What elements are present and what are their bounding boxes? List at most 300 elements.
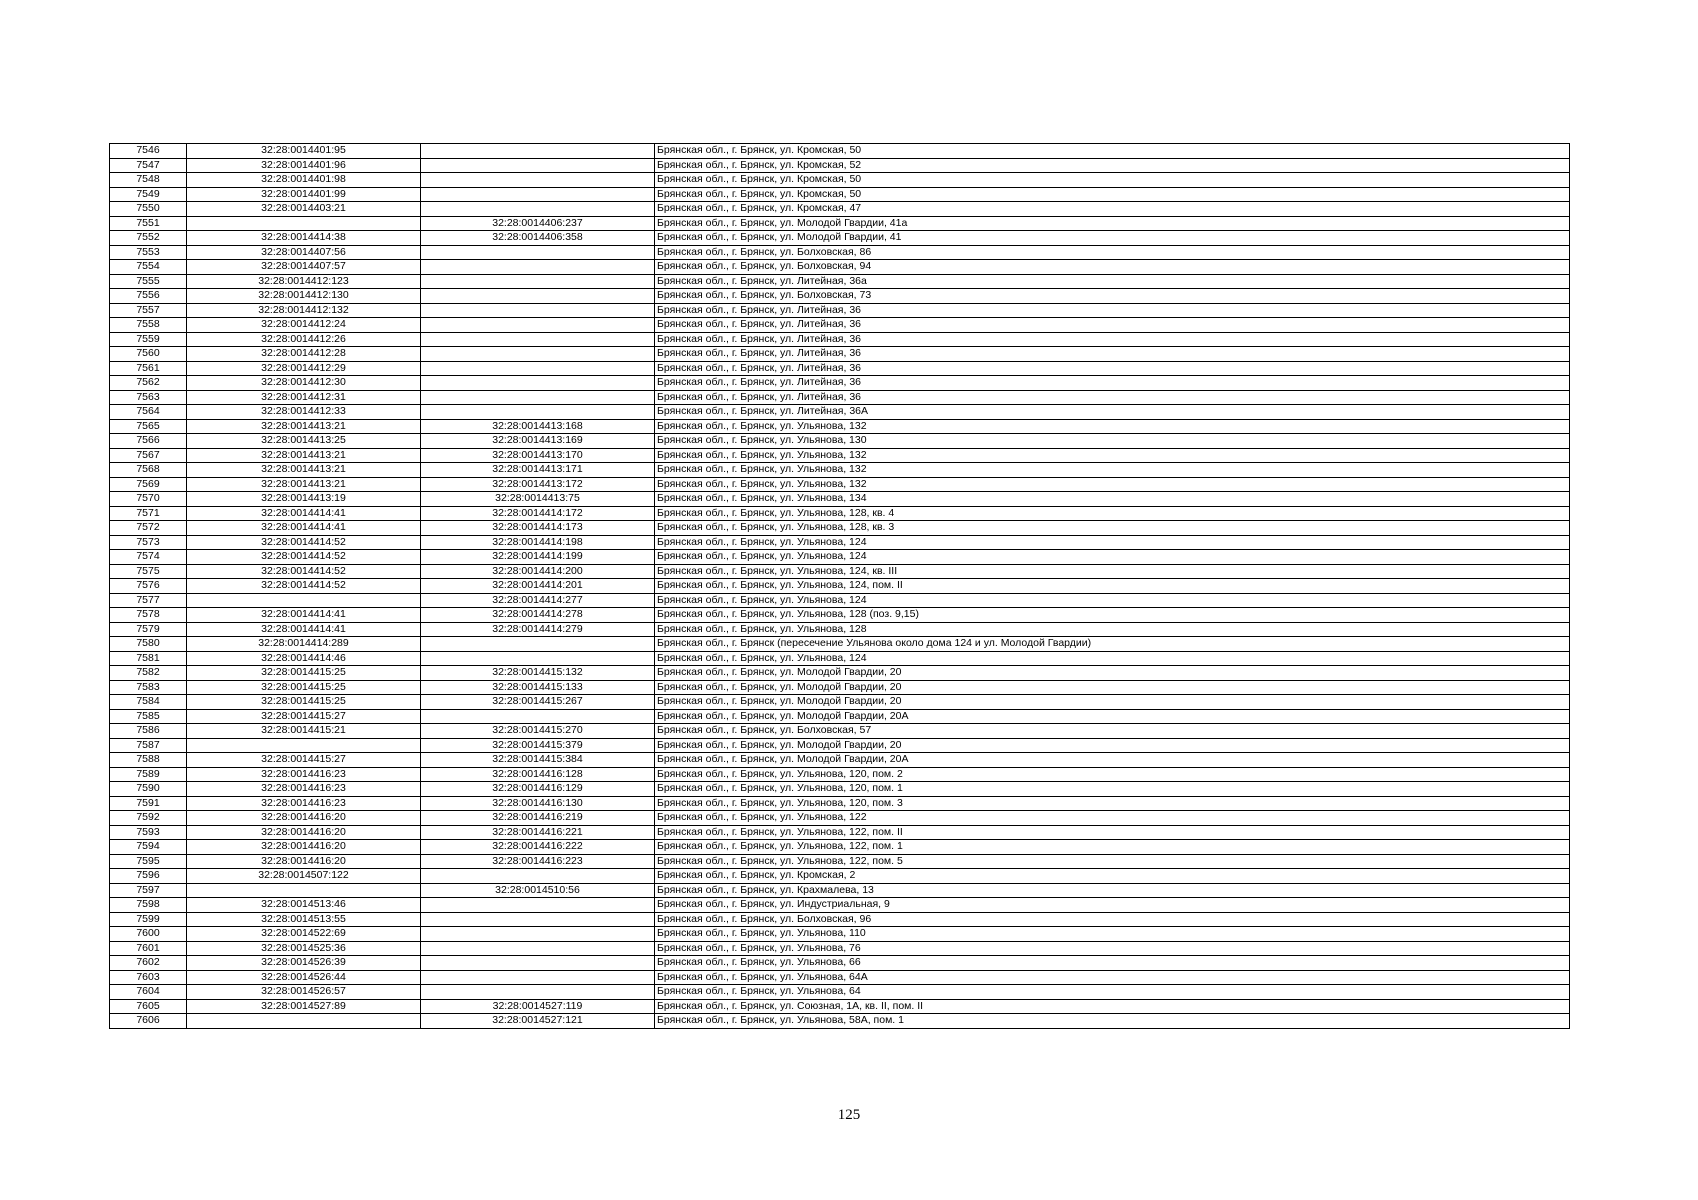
building-cadastral-number-cell: 32:28:0014416:129 — [421, 782, 655, 797]
table-row — [110, 637, 1570, 652]
land-cadastral-number-cell: 32:28:0014507:122 — [187, 869, 421, 884]
row-number-cell: 7577 — [110, 593, 187, 608]
land-cadastral-number-cell: 32:28:0014412:31 — [187, 390, 421, 405]
land-cadastral-number-cell: 32:28:0014412:29 — [187, 361, 421, 376]
building-cadastral-number-cell: 32:28:0014413:168 — [421, 419, 655, 434]
table-row — [110, 564, 1570, 579]
building-cadastral-number-cell: 32:28:0014415:132 — [421, 666, 655, 681]
table-row — [110, 898, 1570, 913]
table-row — [110, 347, 1570, 362]
address-cell: Брянская обл., г. Брянск, ул. Молодой Гвардии, 41 — [655, 231, 1570, 246]
table-row — [110, 289, 1570, 304]
address-cell: Брянская обл., г. Брянск, ул. Ульянова, 134 — [655, 492, 1570, 507]
row-number-cell: 7606 — [110, 1014, 187, 1029]
building-cadastral-number-cell: 32:28:0014416:222 — [421, 840, 655, 855]
table-row — [110, 622, 1570, 637]
address-cell: Брянская обл., г. Брянск, ул. Кромская, 50 — [655, 173, 1570, 188]
building-cadastral-number-cell — [421, 144, 655, 159]
address-cell: Брянская обл., г. Брянск, ул. Кромская, 50 — [655, 187, 1570, 202]
table-row — [110, 144, 1570, 159]
building-cadastral-number-cell: 32:28:0014416:223 — [421, 854, 655, 869]
table-row — [110, 825, 1570, 840]
table-row — [110, 405, 1570, 420]
row-number-cell: 7573 — [110, 535, 187, 550]
building-cadastral-number-cell — [421, 869, 655, 884]
row-number-cell: 7590 — [110, 782, 187, 797]
table-row — [110, 216, 1570, 231]
row-number-cell: 7575 — [110, 564, 187, 579]
address-cell: Брянская обл., г. Брянск, ул. Кромская, 50 — [655, 144, 1570, 159]
building-cadastral-number-cell: 32:28:0014416:128 — [421, 767, 655, 782]
address-cell: Брянская обл., г. Брянск, ул. Болховская, 96 — [655, 912, 1570, 927]
table-row — [110, 492, 1570, 507]
building-cadastral-number-cell — [421, 390, 655, 405]
address-cell: Брянская обл., г. Брянск, ул. Ульянова, 132 — [655, 419, 1570, 434]
row-number-cell: 7604 — [110, 985, 187, 1000]
building-cadastral-number-cell: 32:28:0014414:279 — [421, 622, 655, 637]
land-cadastral-number-cell: 32:28:0014401:99 — [187, 187, 421, 202]
table-row — [110, 434, 1570, 449]
land-cadastral-number-cell: 32:28:0014412:24 — [187, 318, 421, 333]
row-number-cell: 7580 — [110, 637, 187, 652]
land-cadastral-number-cell — [187, 738, 421, 753]
row-number-cell: 7572 — [110, 521, 187, 536]
land-cadastral-number-cell: 32:28:0014414:52 — [187, 535, 421, 550]
row-number-cell: 7553 — [110, 245, 187, 260]
land-cadastral-number-cell: 32:28:0014414:52 — [187, 550, 421, 565]
address-cell: Брянская обл., г. Брянск, ул. Литейная, 36а — [655, 274, 1570, 289]
address-cell: Брянская обл., г. Брянск, ул. Ульянова, 124 — [655, 651, 1570, 666]
building-cadastral-number-cell: 32:28:0014510:56 — [421, 883, 655, 898]
row-number-cell: 7605 — [110, 999, 187, 1014]
row-number-cell: 7598 — [110, 898, 187, 913]
land-cadastral-number-cell: 32:28:0014416:20 — [187, 825, 421, 840]
land-cadastral-number-cell: 32:28:0014407:57 — [187, 260, 421, 275]
land-cadastral-number-cell — [187, 883, 421, 898]
building-cadastral-number-cell — [421, 927, 655, 942]
land-cadastral-number-cell: 32:28:0014525:36 — [187, 941, 421, 956]
table-row — [110, 651, 1570, 666]
table-row — [110, 274, 1570, 289]
building-cadastral-number-cell: 32:28:0014416:221 — [421, 825, 655, 840]
property-register-table — [109, 143, 1570, 1029]
building-cadastral-number-cell — [421, 158, 655, 173]
land-cadastral-number-cell: 32:28:0014412:28 — [187, 347, 421, 362]
row-number-cell: 7587 — [110, 738, 187, 753]
building-cadastral-number-cell: 32:28:0014413:171 — [421, 463, 655, 478]
land-cadastral-number-cell: 32:28:0014413:19 — [187, 492, 421, 507]
address-cell: Брянская обл., г. Брянск, ул. Литейная, 36 — [655, 390, 1570, 405]
address-cell: Брянская обл., г. Брянск, ул. Ульянова, 122, пом. 5 — [655, 854, 1570, 869]
row-number-cell: 7551 — [110, 216, 187, 231]
land-cadastral-number-cell: 32:28:0014414:41 — [187, 506, 421, 521]
land-cadastral-number-cell: 32:28:0014414:41 — [187, 622, 421, 637]
land-cadastral-number-cell: 32:28:0014415:21 — [187, 724, 421, 739]
building-cadastral-number-cell: 32:28:0014414:200 — [421, 564, 655, 579]
address-cell: Брянская обл., г. Брянск, ул. Ульянова, 128 — [655, 622, 1570, 637]
address-cell: Брянская обл., г. Брянск, ул. Молодой Гвардии, 20А — [655, 753, 1570, 768]
land-cadastral-number-cell: 32:28:0014414:289 — [187, 637, 421, 652]
table-row — [110, 956, 1570, 971]
table-row — [110, 738, 1570, 753]
address-cell: Брянская обл., г. Брянск, ул. Болховская, 86 — [655, 245, 1570, 260]
land-cadastral-number-cell: 32:28:0014403:21 — [187, 202, 421, 217]
row-number-cell: 7554 — [110, 260, 187, 275]
building-cadastral-number-cell: 32:28:0014415:270 — [421, 724, 655, 739]
row-number-cell: 7555 — [110, 274, 187, 289]
land-cadastral-number-cell: 32:28:0014526:57 — [187, 985, 421, 1000]
row-number-cell: 7591 — [110, 796, 187, 811]
land-cadastral-number-cell: 32:28:0014414:41 — [187, 608, 421, 623]
table-row — [110, 593, 1570, 608]
address-cell: Брянская обл., г. Брянск, ул. Ульянова, 124 — [655, 535, 1570, 550]
building-cadastral-number-cell — [421, 985, 655, 1000]
building-cadastral-number-cell — [421, 187, 655, 202]
land-cadastral-number-cell: 32:28:0014522:69 — [187, 927, 421, 942]
land-cadastral-number-cell: 32:28:0014414:41 — [187, 521, 421, 536]
table-row — [110, 477, 1570, 492]
land-cadastral-number-cell: 32:28:0014401:95 — [187, 144, 421, 159]
table-row — [110, 840, 1570, 855]
address-cell: Брянская обл., г. Брянск, ул. Литейная, 36 — [655, 361, 1570, 376]
building-cadastral-number-cell: 32:28:0014413:169 — [421, 434, 655, 449]
table-row — [110, 260, 1570, 275]
row-number-cell: 7603 — [110, 970, 187, 985]
table-row — [110, 245, 1570, 260]
table-row — [110, 767, 1570, 782]
building-cadastral-number-cell — [421, 956, 655, 971]
address-cell: Брянская обл., г. Брянск, ул. Союзная, 1А, кв. II, пом. II — [655, 999, 1570, 1014]
building-cadastral-number-cell: 32:28:0014416:219 — [421, 811, 655, 826]
building-cadastral-number-cell: 32:28:0014414:198 — [421, 535, 655, 550]
table-row — [110, 231, 1570, 246]
address-cell: Брянская обл., г. Брянск, ул. Ульянова, 120, пом. 2 — [655, 767, 1570, 782]
row-number-cell: 7585 — [110, 709, 187, 724]
building-cadastral-number-cell: 32:28:0014414:199 — [421, 550, 655, 565]
address-cell: Брянская обл., г. Брянск, ул. Ульянова, 58А, пом. 1 — [655, 1014, 1570, 1029]
address-cell: Брянская обл., г. Брянск, ул. Литейная, 36 — [655, 376, 1570, 391]
row-number-cell: 7549 — [110, 187, 187, 202]
land-cadastral-number-cell — [187, 1014, 421, 1029]
building-cadastral-number-cell — [421, 245, 655, 260]
page-number: 125 — [837, 1107, 861, 1123]
land-cadastral-number-cell: 32:28:0014413:21 — [187, 419, 421, 434]
address-cell: Брянская обл., г. Брянск, ул. Кромская, 2 — [655, 869, 1570, 884]
table-row — [110, 579, 1570, 594]
land-cadastral-number-cell: 32:28:0014414:52 — [187, 579, 421, 594]
land-cadastral-number-cell: 32:28:0014415:27 — [187, 753, 421, 768]
land-cadastral-number-cell: 32:28:0014412:130 — [187, 289, 421, 304]
table-row — [110, 361, 1570, 376]
row-number-cell: 7568 — [110, 463, 187, 478]
land-cadastral-number-cell: 32:28:0014412:132 — [187, 303, 421, 318]
address-cell: Брянская обл., г. Брянск, ул. Ульянова, 132 — [655, 477, 1570, 492]
building-cadastral-number-cell — [421, 970, 655, 985]
building-cadastral-number-cell — [421, 274, 655, 289]
address-cell: Брянская обл., г. Брянск, ул. Кромская, 47 — [655, 202, 1570, 217]
row-number-cell: 7596 — [110, 869, 187, 884]
building-cadastral-number-cell — [421, 376, 655, 391]
address-cell: Брянская обл., г. Брянск, ул. Литейная, 36 — [655, 347, 1570, 362]
row-number-cell: 7579 — [110, 622, 187, 637]
row-number-cell: 7566 — [110, 434, 187, 449]
address-cell: Брянская обл., г. Брянск, ул. Молодой Гвардии, 20 — [655, 738, 1570, 753]
row-number-cell: 7557 — [110, 303, 187, 318]
table-row — [110, 158, 1570, 173]
address-cell: Брянская обл., г. Брянск, ул. Молодой Гвардии, 41а — [655, 216, 1570, 231]
address-cell: Брянская обл., г. Брянск, ул. Молодой Гвардии, 20 — [655, 666, 1570, 681]
table-row — [110, 202, 1570, 217]
land-cadastral-number-cell: 32:28:0014412:123 — [187, 274, 421, 289]
row-number-cell: 7592 — [110, 811, 187, 826]
land-cadastral-number-cell: 32:28:0014416:23 — [187, 796, 421, 811]
building-cadastral-number-cell: 32:28:0014527:121 — [421, 1014, 655, 1029]
building-cadastral-number-cell: 32:28:0014415:267 — [421, 695, 655, 710]
table-row — [110, 854, 1570, 869]
building-cadastral-number-cell: 32:28:0014413:75 — [421, 492, 655, 507]
address-cell: Брянская обл., г. Брянск, ул. Ульянова, 76 — [655, 941, 1570, 956]
land-cadastral-number-cell: 32:28:0014413:21 — [187, 463, 421, 478]
table-row — [110, 521, 1570, 536]
building-cadastral-number-cell: 32:28:0014414:173 — [421, 521, 655, 536]
row-number-cell: 7552 — [110, 231, 187, 246]
row-number-cell: 7599 — [110, 912, 187, 927]
table-row — [110, 970, 1570, 985]
row-number-cell: 7571 — [110, 506, 187, 521]
row-number-cell: 7583 — [110, 680, 187, 695]
address-cell: Брянская обл., г. Брянск, ул. Ульянова, 122, пом. 1 — [655, 840, 1570, 855]
table-row — [110, 796, 1570, 811]
row-number-cell: 7602 — [110, 956, 187, 971]
address-cell: Брянская обл., г. Брянск, ул. Болховская, 94 — [655, 260, 1570, 275]
row-number-cell: 7601 — [110, 941, 187, 956]
table-row — [110, 912, 1570, 927]
row-number-cell: 7565 — [110, 419, 187, 434]
table-row — [110, 927, 1570, 942]
row-number-cell: 7563 — [110, 390, 187, 405]
table-row — [110, 753, 1570, 768]
row-number-cell: 7558 — [110, 318, 187, 333]
address-cell: Брянская обл., г. Брянск, ул. Ульянова, 128, кв. 3 — [655, 521, 1570, 536]
building-cadastral-number-cell — [421, 361, 655, 376]
table-row — [110, 318, 1570, 333]
table-row — [110, 1014, 1570, 1029]
row-number-cell: 7574 — [110, 550, 187, 565]
address-cell: Брянская обл., г. Брянск, ул. Ульянова, 64А — [655, 970, 1570, 985]
row-number-cell: 7570 — [110, 492, 187, 507]
address-cell: Брянская обл., г. Брянск, ул. Болховская, 57 — [655, 724, 1570, 739]
land-cadastral-number-cell: 32:28:0014407:56 — [187, 245, 421, 260]
building-cadastral-number-cell: 32:28:0014415:384 — [421, 753, 655, 768]
address-cell: Брянская обл., г. Брянск, ул. Молодой Гвардии, 20 — [655, 695, 1570, 710]
table-row — [110, 419, 1570, 434]
table-row — [110, 709, 1570, 724]
row-number-cell: 7569 — [110, 477, 187, 492]
row-number-cell: 7576 — [110, 579, 187, 594]
address-cell: Брянская обл., г. Брянск, ул. Ульянова, 130 — [655, 434, 1570, 449]
address-cell: Брянская обл., г. Брянск, ул. Ульянова, 120, пом. 3 — [655, 796, 1570, 811]
row-number-cell: 7546 — [110, 144, 187, 159]
building-cadastral-number-cell: 32:28:0014415:379 — [421, 738, 655, 753]
table-row — [110, 695, 1570, 710]
row-number-cell: 7600 — [110, 927, 187, 942]
building-cadastral-number-cell: 32:28:0014414:172 — [421, 506, 655, 521]
address-cell: Брянская обл., г. Брянск, ул. Кромская, 52 — [655, 158, 1570, 173]
land-cadastral-number-cell: 32:28:0014412:33 — [187, 405, 421, 420]
land-cadastral-number-cell — [187, 593, 421, 608]
building-cadastral-number-cell: 32:28:0014413:170 — [421, 448, 655, 463]
building-cadastral-number-cell — [421, 651, 655, 666]
table-row — [110, 869, 1570, 884]
building-cadastral-number-cell: 32:28:0014416:130 — [421, 796, 655, 811]
address-cell: Брянская обл., г. Брянск, ул. Ульянова, 122, пом. II — [655, 825, 1570, 840]
building-cadastral-number-cell — [421, 318, 655, 333]
building-cadastral-number-cell — [421, 347, 655, 362]
table-row — [110, 985, 1570, 1000]
row-number-cell: 7556 — [110, 289, 187, 304]
land-cadastral-number-cell: 32:28:0014413:21 — [187, 448, 421, 463]
row-number-cell: 7560 — [110, 347, 187, 362]
land-cadastral-number-cell: 32:28:0014414:46 — [187, 651, 421, 666]
row-number-cell: 7564 — [110, 405, 187, 420]
building-cadastral-number-cell — [421, 303, 655, 318]
building-cadastral-number-cell — [421, 405, 655, 420]
row-number-cell: 7567 — [110, 448, 187, 463]
address-cell: Брянская обл., г. Брянск, ул. Литейная, 36 — [655, 318, 1570, 333]
address-cell: Брянская обл., г. Брянск, ул. Ульянова, 124, кв. III — [655, 564, 1570, 579]
address-cell: Брянская обл., г. Брянск, ул. Молодой Гвардии, 20 — [655, 680, 1570, 695]
building-cadastral-number-cell — [421, 173, 655, 188]
building-cadastral-number-cell: 32:28:0014414:278 — [421, 608, 655, 623]
address-cell: Брянская обл., г. Брянск, ул. Ульянова, 124 — [655, 593, 1570, 608]
address-cell: Брянская обл., г. Брянск, ул. Ульянова, 128 (поз. 9,15) — [655, 608, 1570, 623]
row-number-cell: 7584 — [110, 695, 187, 710]
building-cadastral-number-cell — [421, 709, 655, 724]
table-row — [110, 390, 1570, 405]
land-cadastral-number-cell: 32:28:0014526:44 — [187, 970, 421, 985]
row-number-cell: 7588 — [110, 753, 187, 768]
row-number-cell: 7547 — [110, 158, 187, 173]
row-number-cell: 7594 — [110, 840, 187, 855]
table-row — [110, 782, 1570, 797]
land-cadastral-number-cell: 32:28:0014415:27 — [187, 709, 421, 724]
row-number-cell: 7581 — [110, 651, 187, 666]
land-cadastral-number-cell: 32:28:0014412:30 — [187, 376, 421, 391]
row-number-cell: 7582 — [110, 666, 187, 681]
land-cadastral-number-cell: 32:28:0014526:39 — [187, 956, 421, 971]
row-number-cell: 7559 — [110, 332, 187, 347]
land-cadastral-number-cell: 32:28:0014513:55 — [187, 912, 421, 927]
row-number-cell: 7593 — [110, 825, 187, 840]
land-cadastral-number-cell: 32:28:0014412:26 — [187, 332, 421, 347]
land-cadastral-number-cell: 32:28:0014413:25 — [187, 434, 421, 449]
table-row — [110, 448, 1570, 463]
table-row — [110, 303, 1570, 318]
table-row — [110, 811, 1570, 826]
row-number-cell: 7597 — [110, 883, 187, 898]
land-cadastral-number-cell: 32:28:0014416:20 — [187, 854, 421, 869]
land-cadastral-number-cell: 32:28:0014413:21 — [187, 477, 421, 492]
building-cadastral-number-cell: 32:28:0014414:277 — [421, 593, 655, 608]
building-cadastral-number-cell — [421, 637, 655, 652]
address-cell: Брянская обл., г. Брянск, ул. Крахмалева, 13 — [655, 883, 1570, 898]
row-number-cell: 7548 — [110, 173, 187, 188]
table-row — [110, 680, 1570, 695]
table-row — [110, 724, 1570, 739]
address-cell: Брянская обл., г. Брянск, ул. Ульянова, 124 — [655, 550, 1570, 565]
building-cadastral-number-cell — [421, 912, 655, 927]
address-cell: Брянская обл., г. Брянск, ул. Ульянова, 66 — [655, 956, 1570, 971]
row-number-cell: 7589 — [110, 767, 187, 782]
table-row — [110, 463, 1570, 478]
table-row — [110, 376, 1570, 391]
row-number-cell: 7550 — [110, 202, 187, 217]
address-cell: Брянская обл., г. Брянск, ул. Ульянова, 124, пом. II — [655, 579, 1570, 594]
land-cadastral-number-cell: 32:28:0014401:96 — [187, 158, 421, 173]
address-cell: Брянская обл., г. Брянск, ул. Ульянова, 132 — [655, 463, 1570, 478]
address-cell: Брянская обл., г. Брянск, ул. Ульянова, 128, кв. 4 — [655, 506, 1570, 521]
table-row — [110, 535, 1570, 550]
address-cell: Брянская обл., г. Брянск, ул. Литейная, 36 — [655, 332, 1570, 347]
land-cadastral-number-cell: 32:28:0014416:20 — [187, 811, 421, 826]
address-cell: Брянская обл., г. Брянск, ул. Литейная, 36 — [655, 303, 1570, 318]
building-cadastral-number-cell — [421, 898, 655, 913]
row-number-cell: 7586 — [110, 724, 187, 739]
building-cadastral-number-cell — [421, 260, 655, 275]
building-cadastral-number-cell — [421, 202, 655, 217]
building-cadastral-number-cell: 32:28:0014527:119 — [421, 999, 655, 1014]
table-row — [110, 941, 1570, 956]
land-cadastral-number-cell: 32:28:0014415:25 — [187, 695, 421, 710]
building-cadastral-number-cell: 32:28:0014406:358 — [421, 231, 655, 246]
land-cadastral-number-cell: 32:28:0014416:20 — [187, 840, 421, 855]
land-cadastral-number-cell — [187, 216, 421, 231]
land-cadastral-number-cell: 32:28:0014416:23 — [187, 782, 421, 797]
land-cadastral-number-cell: 32:28:0014415:25 — [187, 666, 421, 681]
table-row — [110, 999, 1570, 1014]
building-cadastral-number-cell — [421, 941, 655, 956]
table-row — [110, 608, 1570, 623]
table-row — [110, 666, 1570, 681]
address-cell: Брянская обл., г. Брянск, ул. Ульянова, 110 — [655, 927, 1570, 942]
table-row — [110, 332, 1570, 347]
table-row — [110, 173, 1570, 188]
land-cadastral-number-cell: 32:28:0014415:25 — [187, 680, 421, 695]
address-cell: Брянская обл., г. Брянск, ул. Болховская, 73 — [655, 289, 1570, 304]
building-cadastral-number-cell: 32:28:0014406:237 — [421, 216, 655, 231]
table-row — [110, 187, 1570, 202]
address-cell: Брянская обл., г. Брянск, ул. Ульянова, 122 — [655, 811, 1570, 826]
land-cadastral-number-cell: 32:28:0014401:98 — [187, 173, 421, 188]
address-cell: Брянская обл., г. Брянск, ул. Молодой Гвардии, 20А — [655, 709, 1570, 724]
land-cadastral-number-cell: 32:28:0014527:89 — [187, 999, 421, 1014]
table-row — [110, 550, 1570, 565]
row-number-cell: 7595 — [110, 854, 187, 869]
address-cell: Брянская обл., г. Брянск, ул. Литейная, 36А — [655, 405, 1570, 420]
row-number-cell: 7578 — [110, 608, 187, 623]
address-cell: Брянская обл., г. Брянск, ул. Ульянова, 132 — [655, 448, 1570, 463]
address-cell: Брянская обл., г. Брянск (пересечение Ульянова около дома 124 и ул. Молодой Гвардии) — [655, 637, 1570, 652]
address-cell: Брянская обл., г. Брянск, ул. Ульянова, 64 — [655, 985, 1570, 1000]
building-cadastral-number-cell: 32:28:0014414:201 — [421, 579, 655, 594]
address-cell: Брянская обл., г. Брянск, ул. Ульянова, 120, пом. 1 — [655, 782, 1570, 797]
land-cadastral-number-cell: 32:28:0014513:46 — [187, 898, 421, 913]
address-cell: Брянская обл., г. Брянск, ул. Индустриальная, 9 — [655, 898, 1570, 913]
building-cadastral-number-cell: 32:28:0014413:172 — [421, 477, 655, 492]
building-cadastral-number-cell — [421, 289, 655, 304]
building-cadastral-number-cell — [421, 332, 655, 347]
table-body — [110, 144, 1570, 1029]
